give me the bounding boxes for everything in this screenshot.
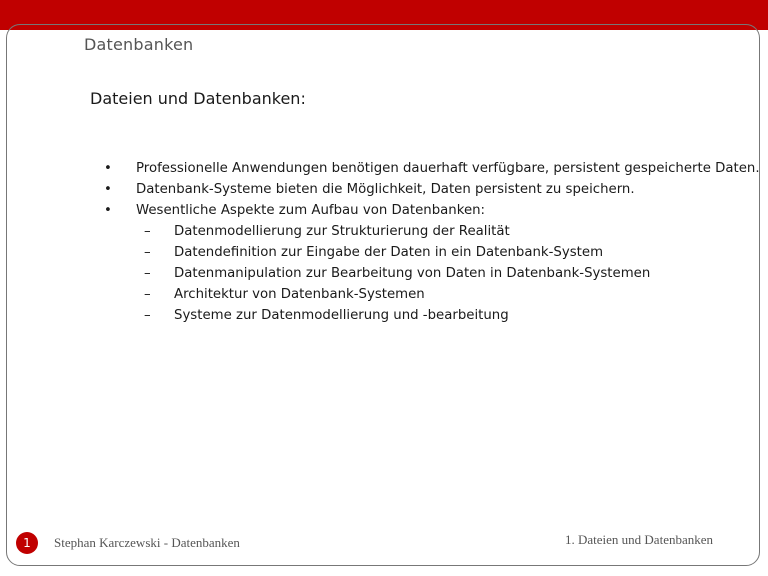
sub-list-item xyxy=(104,263,744,284)
sub-bullet-text: Datenmanipulation zur Bearbeitung von Daten in Datenbank-Systemen xyxy=(174,266,651,281)
slide-title: Datenbanken xyxy=(84,35,194,54)
dash-marker: – xyxy=(144,245,151,260)
dash-marker: – xyxy=(144,224,151,239)
list-item xyxy=(104,158,760,179)
bullet-text: Professionelle Anwendungen benötigen dauerhaft verfügbare, persistent gespeicherte Daten. xyxy=(136,161,760,176)
bullet-marker: • xyxy=(104,203,112,218)
dash-marker: – xyxy=(144,308,151,323)
page-number-badge: 1 xyxy=(16,532,38,554)
sub-bullet-text: Systeme zur Datenmodellierung und -bearbeitung xyxy=(174,308,509,323)
sub-bullet-text: Datendefinition zur Eingabe der Daten in ein Datenbank-System xyxy=(174,245,604,260)
dash-marker: – xyxy=(144,266,151,281)
bullet-marker: • xyxy=(104,182,112,197)
bullet-text: Wesentliche Aspekte zum Aufbau von Datenbanken: xyxy=(136,203,486,218)
sub-bullet-text: Datenmodellierung zur Strukturierung der Realität xyxy=(174,224,510,239)
sub-list-item xyxy=(104,242,744,263)
footer-section: 1. Dateien und Datenbanken xyxy=(565,532,714,547)
bullet-text: Datenbank-Systeme bieten die Möglichkeit, Daten persistent zu speichern. xyxy=(136,182,635,197)
list-item xyxy=(104,179,744,200)
sub-bullet-text: Architektur von Datenbank-Systemen xyxy=(174,287,425,302)
list-item xyxy=(104,200,744,221)
bullet-marker: • xyxy=(104,161,112,176)
sub-list-item xyxy=(104,284,744,305)
sub-list-item xyxy=(104,305,744,326)
sub-list-item xyxy=(104,221,744,242)
dash-marker: – xyxy=(144,287,151,302)
slide-subtitle: Dateien und Datenbanken: xyxy=(90,89,306,108)
bullet-list xyxy=(104,158,760,326)
footer-author: Stephan Karczewski - Datenbanken xyxy=(54,535,240,550)
